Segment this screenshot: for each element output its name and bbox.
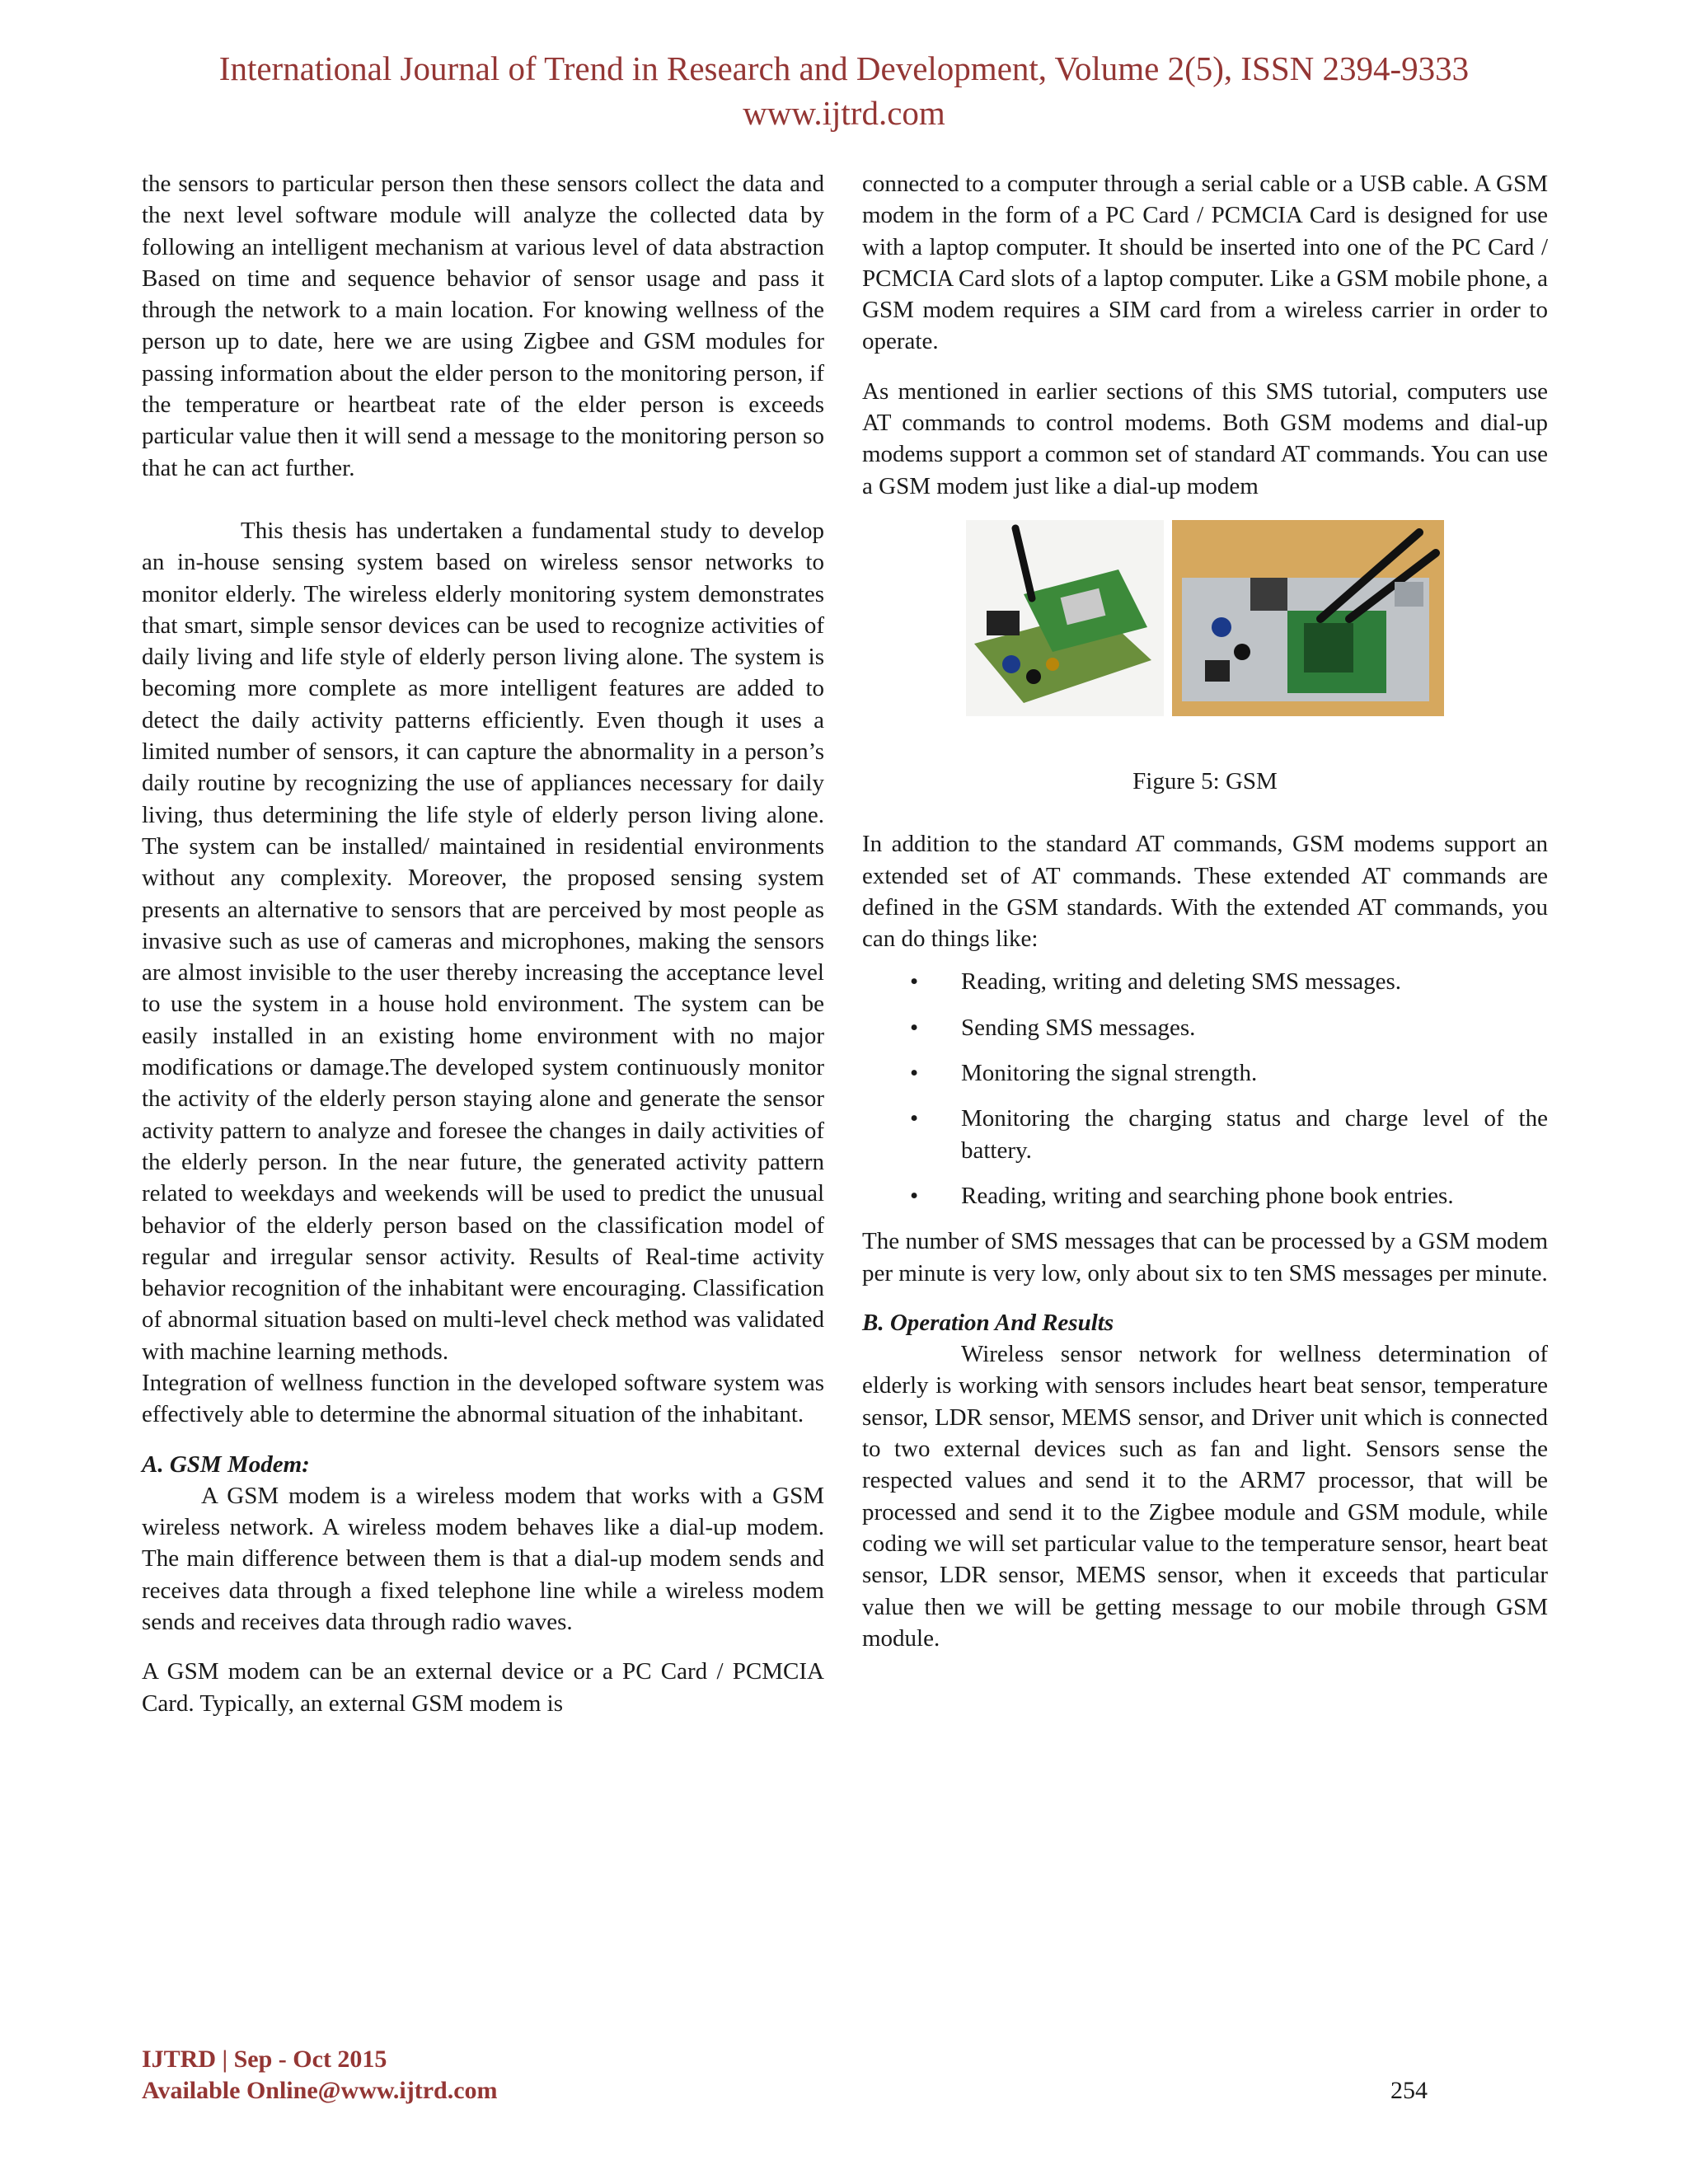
gsm-modem-figure [966, 520, 1444, 716]
journal-header [0, 46, 1688, 135]
list-item: • Monitoring the signal strength. [862, 1057, 1548, 1089]
footer-availability: Available Online@www.ijtrd.com [142, 2077, 498, 2104]
bullet-icon: • [910, 1182, 919, 1209]
list-item: • Reading, writing and searching phone book entries. [862, 1180, 1548, 1212]
paragraph: Wireless sensor network for wellness determination of elderly is working with sensors includes heart beat sensor, temperature sensor, LDR sensor, MEMS sensor, and Driver unit which is connected to two external devices such as fan and light. Sensors sense the respected values and send it to the ARM7 processor, that will be processed and send it to the Zigbee module and GSM module, while coding we will set particular value to the temperature sensor, heart beat sensor, LDR sensor, MEMS sensor, when it exceeds that particular value then we will be getting message to our mobile through GSM module. [862, 1341, 1548, 1652]
paragraph: In addition to the standard AT commands, GSM modems support an extended set of AT commands. These extended AT commands are defined in the GSM standards. With the extended AT commands, you can do things like: [862, 831, 1548, 953]
list-item: • Monitoring the charging status and charge level of the battery. [862, 1103, 1548, 1166]
paragraph: A GSM modem can be an external device or a PC Card / PCMCIA Card. Typically, an external GSM modem is [142, 1658, 824, 1717]
at-command-list [862, 966, 1548, 1212]
paragraph: The number of SMS messages that can be processed by a GSM modem per minute is very low, only about six to ten SMS messages per minute. [862, 1228, 1548, 1286]
journal-title: International Journal of Trend in Research and Development, Volume 2(5), ISSN 2394-9333 [218, 49, 1470, 87]
gsm-modem-board-photo [966, 520, 1164, 716]
bullet-icon: • [910, 1060, 919, 1087]
paragraph: A GSM modem is a wireless modem that works with a GSM wireless network. A wireless modem behaves like a dial-up modem. The main difference between them is that a dial-up modem sends and receives data through a fixed telephone line while a wireless modem sends and receives data through radio waves. [142, 1482, 824, 1636]
paragraph: connected to a computer through a serial cable or a USB cable. A GSM modem in the form of a PC Card / PCMCIA Card is designed for use with a laptop computer. It should be inserted into one of the PC Card / PCMCIA Card slots of a laptop computer. Like a GSM mobile phone, a GSM modem requires a SIM card from a wireless carrier in order to operate. [862, 171, 1548, 355]
gsm-modem-kit-photo [1172, 520, 1444, 716]
list-item: • Sending SMS messages. [862, 1012, 1548, 1043]
journal-website: www.ijtrd.com [743, 94, 945, 132]
list-item: • Reading, writing and deleting SMS messages. [862, 966, 1548, 997]
paragraph: Integration of wellness function in the developed software system was effectively able to determine the abnormal situation of the inhabitant. [142, 1369, 824, 1428]
bullet-icon: • [910, 1105, 919, 1132]
bullet-icon: • [910, 1014, 919, 1041]
paragraph: This thesis has undertaken a fundamental study to develop an in-house sensing system based on wireless sensor networks to monitor elderly. The wireless elderly monitoring system demonstrates that smart, simple sensor devices can be used to recognize activities of daily living and life style of elderly person living alone. The system is becoming more complete as more intelligent features are added to detect the daily activity patterns efficiently. Even though it uses a limited number of sensors, it can capture the abnormality in a person’s daily routine by recognizing the use of appliances necessary for daily living, thus determining the life style of elderly person living alone. The system can be installed/ maintained in residential environments without any complexity. Moreover, the proposed sensing system presents an alternative to sensors that are perceived by most people as invasive such as use of cameras and microphones, making the sensors are almost invisible to the user thereby increasing the acceptance level to use the system in a house hold environment. The system can be easily installed in an existing home environment with no major modifications or damage.The developed system continuously monitor the activity of the elderly person staying alone and generate the sensor activity pattern to analyze and foresee the changes in daily activities of the elderly person. In the near future, the generated activity pattern related to weekdays and weekends will be used to predict the unusual behavior of the elderly person based on the classification model of regular and irregular sensor activity. Results of Real-time activity behavior recognition of the inhabitant were encouraging. Classification of abnormal situation based on multi-level check method was validated with machine learning methods. [142, 517, 824, 1365]
page-footer [142, 2044, 1428, 2107]
bullet-icon: • [910, 968, 919, 996]
figure-caption: Figure 5: GSM [1132, 767, 1278, 794]
page-number: 254 [1390, 2077, 1428, 2104]
section-heading-operation-results: B. Operation And Results [862, 1309, 1114, 1336]
right-column [862, 168, 1548, 1654]
footer-journal-issue: IJTRD | Sep - Oct 2015 [142, 2046, 387, 2073]
left-column [142, 168, 824, 1719]
paragraph: As mentioned in earlier sections of this SMS tutorial, computers use AT commands to control modems. Both GSM modems and dial-up modems support a common set of standard AT commands. You can use a GSM modem just like a dial-up modem [862, 377, 1548, 499]
section-heading-gsm-modem: A. GSM Modem: [142, 1451, 310, 1478]
paragraph: the sensors to particular person then these sensors collect the data and the next level software module will analyze the collected data by following an intelligent mechanism at various level of data abstraction Based on time and sequence behavior of sensor usage and pass it through the network to a main location. For knowing wellness of the person up to date, here we are using Zigbee and GSM modules for passing information about the elder person to the monitoring person, if the temperature or heartbeat rate of the elder person is exceeds particular value then it will send a message to the monitoring person so that he can act further. [142, 171, 824, 481]
